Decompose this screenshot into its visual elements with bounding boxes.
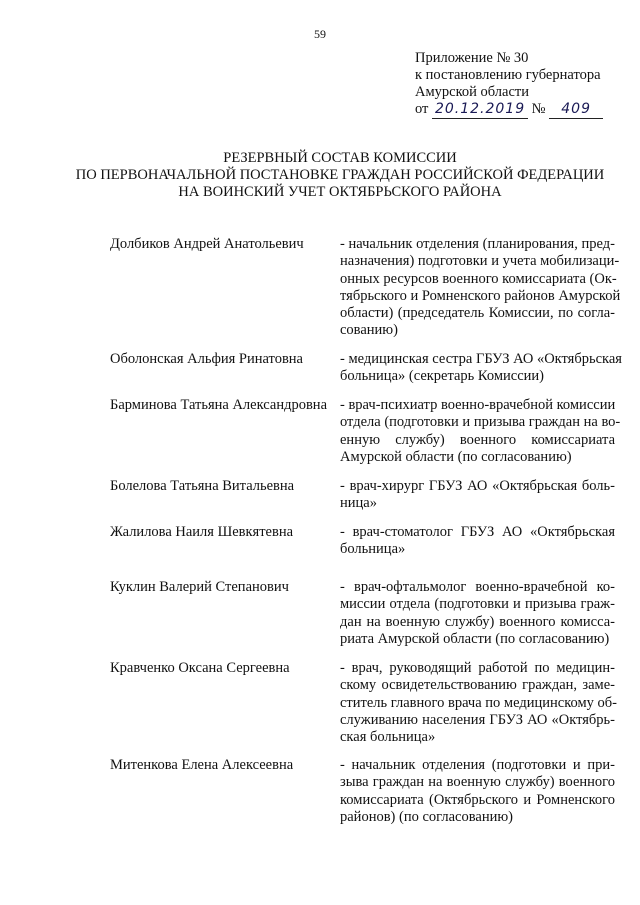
member-role-line: - врач-психиатр военно-врачебной комиссии	[340, 397, 616, 413]
member-role-line: скому освидетельствованию граждан, заме-	[340, 677, 615, 694]
appendix-line-2: к постановлению губернатора	[415, 67, 601, 83]
member-role-line: больница»	[340, 541, 406, 558]
member-row	[110, 660, 615, 746]
member-role-line: ститель главного врача по медицинскому об-	[340, 694, 617, 711]
member-role-line: миссии отдела (подготовки и призыва граж-	[340, 596, 615, 613]
member-name: Барминова Татьяна Александровна	[110, 397, 328, 413]
member-role-line: - врач-стоматолог ГБУЗ АО «Октябрьская	[340, 524, 615, 540]
member-role-line: зыва граждан на военную службу) военного	[340, 774, 615, 791]
member-role	[340, 236, 621, 340]
member-role-line: енную службу) военного комиссариата	[340, 431, 615, 448]
member-name: Куклин Валерий Степанович	[110, 579, 289, 595]
member-role-line: дан на военную службу) военного комисса-	[340, 613, 615, 630]
member-role-line: ница»	[340, 495, 377, 512]
member-role-line: назначения) подготовки и учета мобилизаци-	[340, 253, 620, 270]
member-role-line: - врач-офтальмолог военно-врачебной ко-	[340, 579, 615, 595]
member-name: Оболонская Альфия Ринатовна	[110, 351, 303, 367]
member-name: Долбиков Андрей Анатольевич	[110, 236, 304, 252]
member-role	[340, 351, 622, 386]
member-role-line: - врач, руководящий работой по медицин-	[340, 660, 615, 676]
member-role-line: сованию)	[340, 322, 398, 339]
member-name: Митенкова Елена Алексеевна	[110, 757, 294, 773]
member-row	[110, 397, 621, 466]
member-row	[110, 757, 615, 826]
date-prefix: от	[415, 101, 429, 117]
member-name: Жалилова Наиля Шевкятевна	[110, 524, 294, 540]
member-role	[340, 757, 615, 826]
member-row	[110, 524, 615, 559]
appendix-date-line	[415, 101, 630, 119]
member-role-line: отдела (подготовки и призыва граждан на во-	[340, 414, 621, 431]
member-role-line: - начальник отделения (подготовки и при-	[340, 757, 615, 773]
handwritten-date: 20.12.2019	[432, 101, 528, 119]
page-number: 59	[314, 27, 326, 41]
member-row	[110, 236, 621, 340]
member-role	[340, 660, 615, 746]
member-role-line: Амурской области (по согласованию)	[340, 448, 572, 465]
member-role-line: служиванию населения ГБУЗ АО «Октябрь-	[340, 711, 615, 728]
handwritten-number: 409	[549, 101, 603, 119]
member-name: Кравченко Оксана Сергеевна	[110, 660, 290, 676]
member-role-line: - врач-хирург ГБУЗ АО «Октябрьская боль-	[340, 478, 615, 494]
member-role-line: - медицинская сестра ГБУЗ АО «Октябрьская	[340, 351, 622, 367]
appendix-line-3: Амурской области	[415, 84, 529, 100]
title-line-2: ПО ПЕРВОНАЧАЛЬНОЙ ПОСТАНОВКЕ ГРАЖДАН РОССИЙСКОЙ ФЕДЕРАЦИИ	[75, 167, 605, 183]
appendix-line-1: Приложение № 30	[415, 50, 529, 66]
member-role	[340, 524, 615, 559]
member-role-line: больница» (секретарь Комиссии)	[340, 368, 544, 385]
member-role	[340, 579, 615, 648]
number-prefix: №	[531, 101, 546, 117]
member-role-line: - начальник отделения (планирования, пред-	[340, 236, 615, 252]
member-role	[340, 478, 615, 513]
member-row	[110, 579, 615, 648]
member-role-line: ская больница»	[340, 729, 436, 746]
member-name: Болелова Татьяна Витальевна	[110, 478, 295, 494]
title-line-3: НА ВОИНСКИЙ УЧЕТ ОКТЯБРЬСКОГО РАЙОНА	[178, 184, 502, 200]
member-row	[110, 478, 615, 513]
member-role	[340, 397, 621, 466]
title-line-1: РЕЗЕРВНЫЙ СОСТАВ КОМИССИИ	[223, 150, 457, 166]
member-role-line: районов) (по согласованию)	[340, 808, 513, 825]
member-row	[110, 351, 622, 386]
member-role-line: области) (председатель Комиссии, по согла-	[340, 305, 615, 322]
member-role-line: риата Амурской области (по согласованию)	[340, 630, 610, 647]
member-role-line: тябрьского и Ромненского районов Амурской	[340, 287, 621, 304]
member-role-line: комиссариата (Октябрьского и Ромненского	[340, 791, 615, 808]
appendix-block	[415, 50, 630, 119]
document-title	[60, 150, 620, 201]
member-role-line: онных ресурсов военного комиссариата (Ок-	[340, 270, 617, 287]
